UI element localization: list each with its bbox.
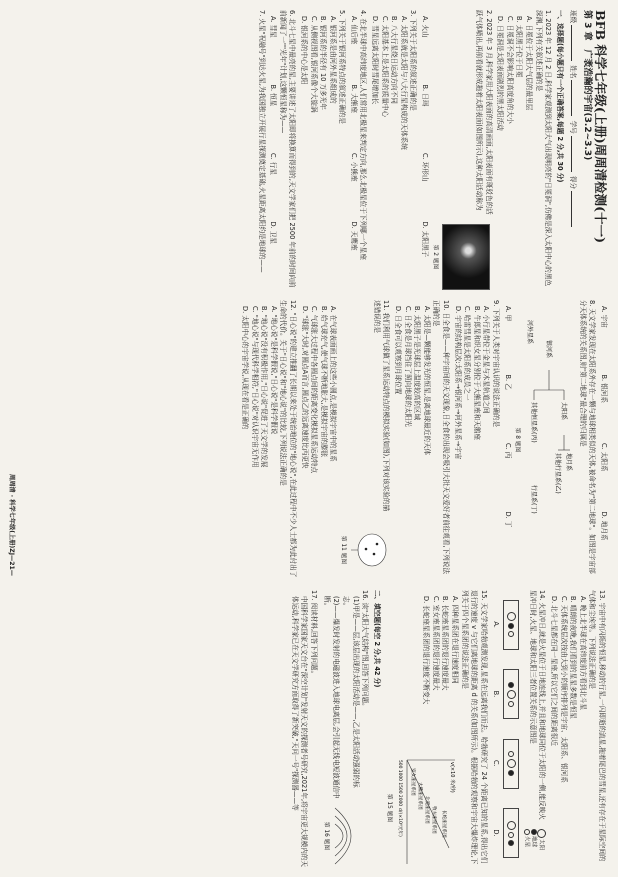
question-stem: 12. "日心说"的建立推翻了长期以来处于统治地位的"地心说",在此过程中不少人士都为此付出了生命的代价。关于"日心说"和"地心说"的比较,下列说法正确的是 (279, 300, 297, 578)
figure-caption: 第 16 题图 (322, 821, 329, 851)
option-a[interactable]: A. 彗星 (269, 16, 278, 38)
option-c[interactable]: C. 行星 (269, 153, 278, 175)
option-a[interactable]: A. 四种星系团在退行速度相同 (451, 596, 460, 684)
option-c[interactable]: C. 室女座星系团的退行速度最大 (431, 596, 440, 691)
series-label-corona: 北冕座星系团 (424, 796, 430, 824)
q14-choice-figures (503, 590, 519, 868)
question-12 (239, 300, 297, 580)
question-13 (548, 590, 606, 868)
option-d[interactable]: D. 丁 (503, 511, 512, 528)
option-a[interactable]: A. 日冕位于太阳大气层的最里层 (525, 16, 534, 111)
option-a[interactable]: A. "地心说"是科学假说,"日心说"是科学假说 (269, 306, 278, 435)
column-2 (8, 300, 608, 580)
question-7-options (598, 300, 608, 580)
label-other-star: 其他恒星系(丙) (530, 402, 538, 443)
option-b[interactable]: B. 大熊座 (349, 84, 358, 113)
field-score: 得分 (569, 175, 578, 190)
mars-icon (524, 829, 530, 835)
question-4 (348, 10, 367, 290)
question-stem: 15. 天文学家哈勃观测发现,星系在远离我们而去。哈勃研究了 24 个距离已知的星系,得出它们退行的速度 v 与它们离地球的距离 d 的关系(如图所示)。根据哈勃的观察和宇宙大爆炸理论,下列关于四个星系团的说法正确的是 (460, 590, 488, 865)
field-name: 姓名 (569, 65, 578, 79)
question-1 (495, 10, 553, 290)
option-d[interactable]: D. "球胀"大时,对圆点A而言,圆点乙的远离速度比丙更快 (300, 306, 309, 469)
question-stem: 3. 下列关于太阳系的叙述正确的是 (409, 10, 418, 111)
column-3 (8, 590, 608, 868)
option-b[interactable]: B. 太阳黑子位于日冕 (515, 16, 524, 78)
question-2-options (419, 10, 429, 290)
page-title: BFB 科学七年级(上册)周周清检测(十一) (593, 10, 608, 244)
option-b[interactable]: B. "地心说"没有积极作用,"日心说"促进了天文学的发展 (260, 306, 269, 468)
option-c[interactable]: C. 日冕洞不会影响太阳高度角的大小 (505, 16, 514, 124)
hubble-diagram (397, 748, 459, 868)
option-a[interactable]: A. 甲 (503, 306, 512, 322)
option-d[interactable]: D. 日全食可以观察到月球位置 (394, 306, 403, 395)
page-footer: 周周清 · 科学七年级(上册)ZJ—21— (7, 474, 15, 576)
question-stem: 9. 下列关于人类对宇宙认识的说法正确的是 (492, 300, 501, 428)
question-10 (393, 300, 451, 580)
question-15 (384, 590, 488, 868)
option-b[interactable]: B. 晴朗的夜晚,我们看到的星星多数是恒星 (569, 596, 578, 719)
figure-caption: 第 15 题图 (386, 793, 393, 823)
galaxy-hierarchy-diagram (524, 300, 574, 580)
question-6 (268, 10, 297, 290)
figure-caption: 第 11 题图 (339, 535, 346, 565)
option-d[interactable]: D. 日冕洞是太阳表面剧烈的黑太阳活动 (496, 16, 505, 131)
option-c[interactable]: C. 哈雷彗星是太阳系的成员之一 (463, 306, 472, 401)
option-b[interactable]: B. 牛郎星和织女星分别位于大熊星座和天鹅座 (472, 306, 481, 440)
series-label-bootes: 牧夫座星系团 (431, 806, 437, 834)
prominence-photo (442, 224, 490, 290)
q17-material: 中国科学家国家天文台在"深空计划"发射天文的探测者号研究,2021年,将宇宙更大规模内的天体运动,科学家已在天文学研究方面取得了新突破,"天问一号"探测器——等 (290, 596, 309, 868)
option-a[interactable]: A. 太阳系就是太阳与八大行星构成的天体系统 (399, 16, 408, 150)
question-9 (452, 300, 500, 580)
field-number: 学号 (569, 120, 578, 134)
section-2-heading: 二、填空题(每空 2 分,共 42 分) (372, 590, 381, 688)
option-b[interactable]: B. 日珥 (421, 84, 430, 107)
option-a[interactable]: A. 晚上北半球在高纬度前方看到北斗星 (578, 596, 587, 711)
label-planet-ding: 行星系(丁) (530, 485, 538, 514)
legend-mars: 火星 (523, 836, 530, 848)
option-b[interactable]: B. 乙 (503, 374, 512, 390)
q16-line-2[interactable]: (2)——爆发时发射的电磁波进入地球电离层,会引起无线电短波通信中断。 (322, 596, 341, 799)
question-stem: 13. 宇宙中有闪烁的恒星,移动的行星,一闪即逝的流星,拖着尾巴的彗星,还有存在于星际空间的气体和尘埃等。下列说法正确的是 (588, 590, 606, 862)
option-c[interactable]: C. (492, 759, 501, 767)
option-b[interactable]: B. 恒星 (269, 84, 278, 107)
option-b[interactable]: B. 银河系的半径有 10 万多光年 (319, 16, 328, 110)
question-2 (429, 10, 493, 290)
hierarchy-svg (524, 300, 574, 580)
earth-icon (531, 829, 537, 835)
option-c[interactable]: C. 环形山 (421, 153, 430, 182)
question-17 (289, 590, 318, 868)
option-a[interactable]: A. 小行星带位于金星与木星轨道之间 (482, 306, 491, 414)
question-5 (298, 10, 346, 290)
series-label-ursa: 大熊座星系团 (417, 782, 423, 810)
question-stem: 2. 2023 年 3 月,科学家用大阳表面的高清画面,太阳表面有斑驳色的活跃气体喷出,再前看就形成拖着太阳表面(如图所示),这种太阳活动称为 (475, 10, 493, 215)
question-stem: 16. 读"太阳大气结构"图,回答下列问题。 (361, 590, 370, 710)
choice-c-figure[interactable] (503, 739, 519, 789)
q16-line-1[interactable]: (1)甲是——层,该层出现的太阳活动是——,乙是太阳活动强弱的标志。 (342, 596, 360, 788)
label-other-planet: 其他行星系(乙) (554, 453, 562, 494)
series-label-virgo: 室女座星系团 (410, 768, 416, 796)
option-b[interactable]: B. 银河系 (600, 374, 608, 403)
option-c[interactable]: C. 日全食是月球挡住了照向地球的太阳光 (403, 306, 412, 427)
question-14 (491, 590, 547, 868)
option-b[interactable]: B. 太阳黑子是光球层上温度较高的区域 (413, 306, 422, 421)
question-stem: 11. 我们利用气球做了星系运动特点的模拟实验(如图),下列对该实验的描述错误的是 (372, 300, 391, 512)
sun-icon (537, 829, 546, 838)
series-label-hydra: 长蛇座星系团 (441, 810, 447, 838)
column-1 (8, 10, 608, 290)
x-axis-label: d/(×10⁶光年) (397, 808, 403, 837)
option-d[interactable]: D. 天鹰座 (349, 221, 358, 251)
option-d[interactable]: D. 地月系 (600, 511, 608, 541)
option-b[interactable]: B. 给气球充气,使气球不断地胀大,是模拟宇宙的膨胀 (319, 306, 328, 458)
legend-sun: 太阳 (538, 839, 545, 851)
q14-legend (522, 828, 546, 868)
option-c[interactable]: C. 从侧视图看,银河系像个大旋涡 (309, 16, 318, 113)
option-b[interactable]: B. (492, 690, 501, 698)
question-7 (256, 10, 266, 290)
x-ticks: 500 1000 1500 2000 (397, 760, 403, 807)
option-a[interactable]: A. 在气球表面画上的这些小圆点,是模拟宇宙中的星系 (329, 306, 338, 462)
question-stem: 10. 日全食是——种宇宙间的天文现象,日全食的出现会吸引大批天文爱好者前往观看,下列说法正确的是 (432, 300, 451, 574)
y-axis-label: v(×10 米/秒) (449, 762, 456, 793)
balloon-figure (351, 520, 391, 580)
student-info (568, 10, 578, 290)
option-c[interactable]: C. 太阳系 (600, 443, 608, 472)
option-d[interactable]: D. 宇宙的结构层次:太阳系→银河系→河外星系→宇宙 (453, 306, 462, 460)
question-stem: 5. 下列关于银河系特点的叙述正确的是 (338, 10, 347, 124)
question-stem: 14. 火星冲日,就是火星位于日地连线上,并且和地球同位于太阳的一侧,能反映火星冲日时,火星、地球和太阳三者位置关系的示意图是 (528, 590, 547, 820)
option-c[interactable]: C. 丙 (503, 443, 512, 459)
option-d[interactable]: D. 彗星远离太阳时彗尾增加长 (371, 16, 380, 105)
label-galaxy: 银河系 (545, 340, 553, 359)
question-8 (502, 300, 596, 580)
option-d[interactable]: D. 卫星 (269, 221, 278, 244)
option-d[interactable]: D. (492, 829, 501, 837)
option-c[interactable]: C. 太阳基本上是太阳系的质量中心 (380, 16, 389, 118)
question-stem: 1. 2023 年 12 月 2 日,科学家观测到太阳大气出现明亮的"日冕洞",仿佛是深入太阳中心的黑色深渊,下列有关叙述正确的是 (534, 10, 553, 287)
option-a[interactable]: A. (492, 621, 501, 628)
option-c[interactable]: C. 天体系统层次按由大到小的顺序排列是宇宙、太阳系、银河系 (559, 596, 568, 783)
section-1-heading: 一、选择题(每小题只有一个正确答案,每题 2 分,共 30 分) (555, 10, 564, 183)
field-class: 班级 (569, 10, 578, 24)
question-16 (320, 590, 369, 868)
option-d[interactable]: D. 太阳中心的宇宙学说,从现在看是正确的 (240, 306, 249, 430)
sun-atmosphere-diagram (333, 804, 369, 868)
option-a[interactable]: A. 宇宙 (600, 306, 608, 328)
label-earth-moon: 地月系 (565, 453, 573, 472)
option-d[interactable]: D. 太阳黑子 (421, 221, 430, 258)
figure-caption: 第 2 题图 (431, 244, 438, 270)
chapter-title: 第 3 章 广袤浩瀚的宇宙(3.2~3.3) (582, 10, 592, 161)
figure-caption: 第 8 题图 (514, 427, 521, 453)
option-a[interactable]: A. 火山 (421, 16, 430, 38)
question-stem: 8. 天文学家发现在太阳系外存在一颗与地球相类似的天体,被命名为"第二地球"。如图是宇宙部分天体系统的关系图,则"第二地球"最合理的归属是 (578, 300, 597, 574)
question-11 (337, 300, 390, 580)
question-3 (370, 10, 418, 290)
option-d[interactable]: D. 银河系的中心是太阳 (299, 16, 308, 85)
label-extragalactic: 河外星系 (526, 320, 534, 345)
choice-d-figure[interactable] (503, 808, 519, 858)
choice-b-figure[interactable] (503, 669, 519, 719)
option-c[interactable]: C. 小熊座 (349, 153, 358, 182)
option-d[interactable]: D. 长蛇座星系团的退行速度不断变大 (422, 596, 431, 705)
question-stem: 6. 北斗七星中最亮的星,主要讲述了太阳即将换算而得到的,天文学家们把 2500 年前的时间向前前新闻了一""光年"计划,这颗恒星称为—— (278, 10, 297, 288)
question-stem: 7. 火星"祝融号"到达火星,为我国独立开展行星探测奠定基础,火星距离太阳约是地球的—— (257, 10, 266, 273)
choice-a-figure[interactable] (503, 600, 519, 650)
option-d[interactable]: D. 北斗七星都在同一星座,所以它们之间的距离很近 (550, 596, 559, 746)
label-solar-system: 太阳系 (560, 402, 568, 421)
option-c[interactable]: C. 气球胀大过程中各圆点间的距离变化模拟星系运动特点 (310, 306, 319, 474)
legend-earth: 地球 (530, 836, 537, 848)
option-a[interactable]: A. 仙后座 (349, 16, 358, 45)
option-b[interactable]: B. 长蛇座星系团的退行速度最大 (441, 596, 450, 691)
option-c[interactable]: C. "地心说"与现代科学相符,"日心说"对认识宇宙无作用 (250, 306, 259, 468)
option-a[interactable]: A. 银河系是由河外星系组成的 (328, 16, 337, 104)
question-stem: 4. 在北半球中高纬度地区,人们常用北极星来判定方向,那么北极星位于下列哪一个星座 (359, 10, 368, 260)
question-stem: 17. 阅读材料,回答下列问题。 (310, 590, 319, 678)
option-b[interactable]: B. 八大行星绕日运动方向不同 (390, 16, 399, 104)
option-a[interactable]: A. 太阳是—颗能够发光的恒星,是离地球最近的天体 (422, 306, 431, 456)
